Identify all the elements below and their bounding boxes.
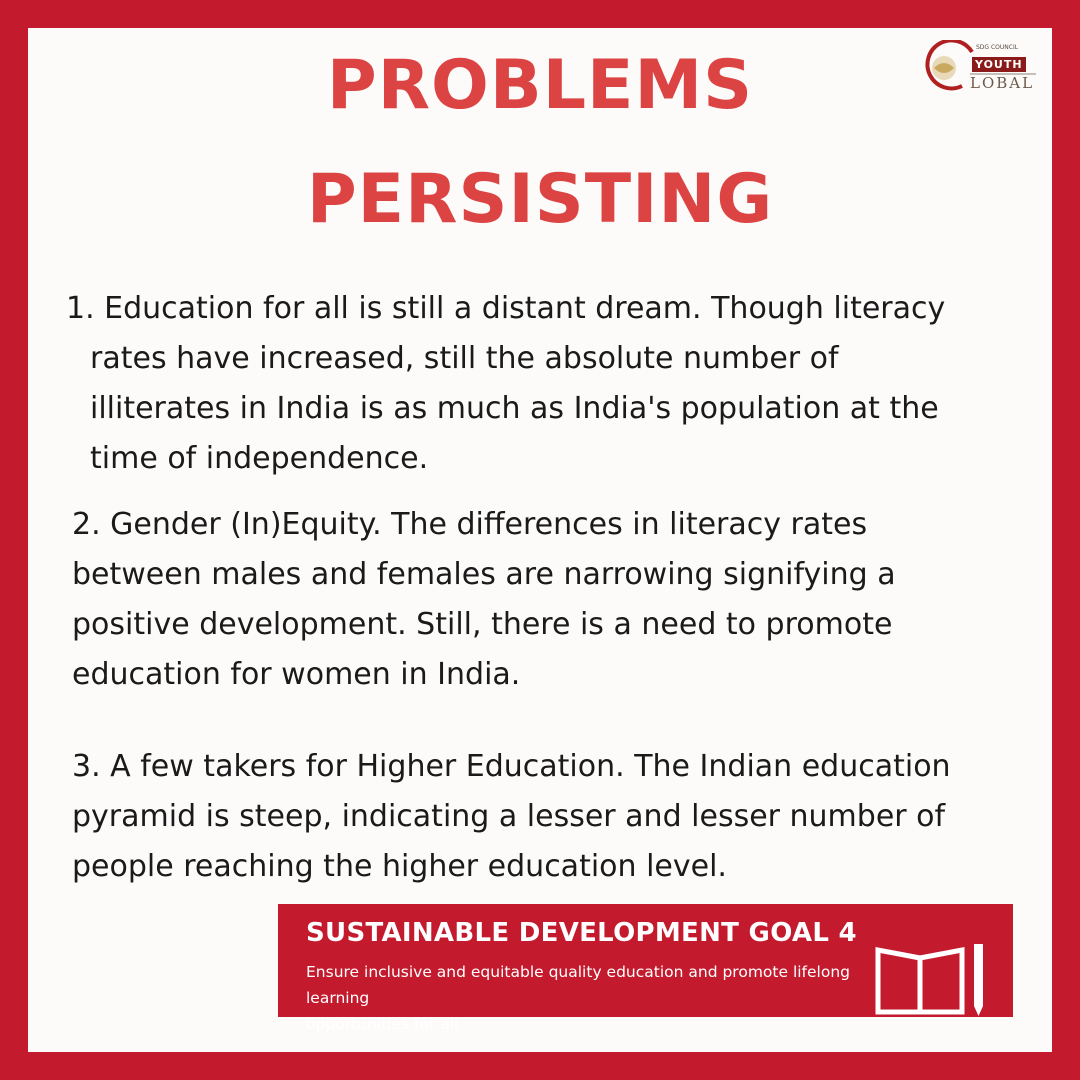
sdg4-desc-line-1: Ensure inclusive and equitable quality education and promote lifelong learning bbox=[306, 963, 850, 1007]
sdg4-desc-line-2: opportunities for all bbox=[306, 1015, 459, 1033]
problem-2-line-3: positive development. Still, there is a need to promote bbox=[72, 607, 893, 642]
problem-1-line-1: 1. Education for all is still a distant dream. Though literacy bbox=[66, 291, 946, 326]
problem-3-line-1: 3. A few takers for Higher Education. The Indian education bbox=[72, 749, 951, 784]
problem-item-1 bbox=[66, 284, 945, 484]
problem-item-2 bbox=[72, 500, 896, 700]
logo-lobal-text: LOBAL bbox=[970, 74, 1035, 92]
book-pencil-icon bbox=[874, 936, 992, 1016]
problem-2-line-2: between males and females are narrowing signifying a bbox=[72, 557, 896, 592]
page-title-line-2: PERSISTING bbox=[306, 160, 774, 239]
sdg4-banner bbox=[278, 904, 1013, 1033]
problem-1-line-2: rates have increased, still the absolute number of bbox=[90, 341, 839, 376]
problem-2-line-4: education for women in India. bbox=[72, 657, 521, 692]
problem-2-line-1: 2. Gender (In)Equity. The differences in literacy rates bbox=[72, 507, 868, 542]
problem-3-line-2: pyramid is steep, indicating a lesser and lesser number of bbox=[72, 799, 946, 834]
page-title-line-1: PROBLEMS bbox=[326, 46, 754, 125]
logo-youth-text: YOUTH bbox=[972, 57, 1026, 72]
logo-council-text: SDG COUNCIL bbox=[976, 44, 1019, 51]
problem-3-line-3: people reaching the higher education level. bbox=[72, 849, 727, 884]
problem-item-3 bbox=[72, 742, 951, 892]
problem-1-line-3: illiterates in India is as much as India's population at the bbox=[90, 391, 939, 426]
sdg4-banner-description bbox=[306, 959, 866, 1037]
problem-1-line-4: time of independence. bbox=[90, 441, 429, 476]
sdg4-banner-title: SUSTAINABLE DEVELOPMENT GOAL 4 bbox=[306, 918, 857, 948]
